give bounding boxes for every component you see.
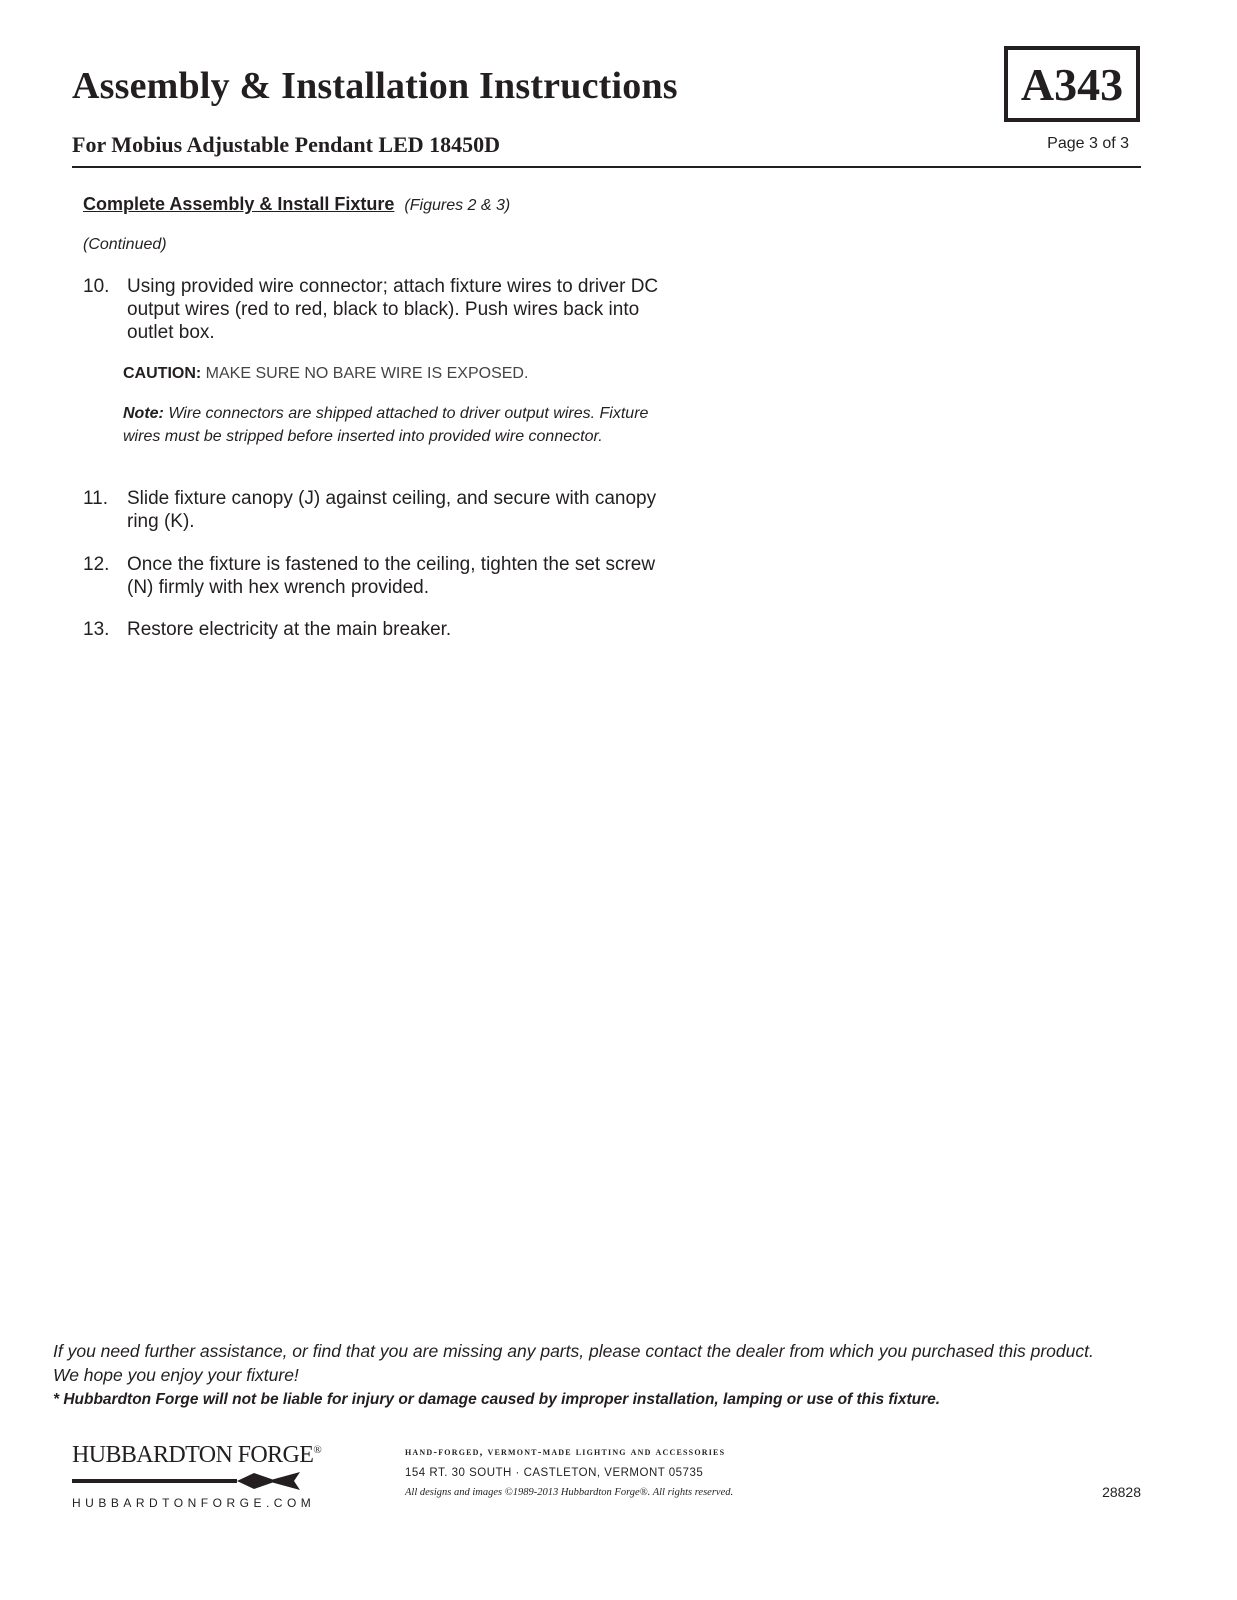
step-text: Slide fixture canopy (J) against ceiling, and secure with canopy ring (K). [127,488,657,532]
step-text: Using provided wire connector; attach fixture wires to driver DC output wires (red to red, black to black). Push wires back into outlet box. [127,276,659,343]
document-subtitle: For Mobius Adjustable Pendant LED 18450D [72,132,501,157]
liability-disclaimer: * Hubbardton Forge will not be liable for injury or damage caused by improper installation, lamping or use of this fixture. [53,1391,941,1408]
step-text: Once the fixture is fastened to the ceiling, tighten the set screw (N) firmly with hex wrench provided. [127,554,656,598]
continued-label: (Continued) [83,236,167,253]
forged-bar-icon [72,1470,312,1492]
caution-text: MAKE SURE NO BARE WIRE IS EXPOSED. [205,365,529,382]
hubbardton-forge-logo [72,1442,322,1492]
assistance-message [53,1339,1183,1387]
header-divider [72,166,1141,168]
section-heading: Complete Assembly & Install Fixture [83,194,395,214]
step-item [83,275,663,344]
document-code: 28828 [1102,1484,1141,1500]
note-label: Note: [123,405,164,422]
website-link[interactable]: HUBBARDTONFORGE.COM [72,1496,316,1510]
step-item [83,553,663,599]
copyright-notice: All designs and images ©1989-2013 Hubbardton Forge®. All rights reserved. [405,1487,734,1498]
step-item [83,618,663,641]
step-number: 13. [83,619,110,640]
note-block [123,403,668,448]
company-tagline: hand-forged, vermont-made lighting and accessories [405,1446,726,1458]
assistance-line: If you need further assistance, or find that you are missing any parts, please contact the dealer from which you purchased this product. [53,1341,1094,1361]
note-text: Wire connectors are shipped attached to driver output wires. Fixture wires must be stripped before inserted into provided wire connector. [123,405,649,445]
section-heading-row [83,194,510,215]
company-address: 154 RT. 30 SOUTH · CASTLETON, VERMONT 05735 [405,1467,704,1479]
document-title: Assembly & Installation Instructions [72,65,678,107]
document-id-box: A343 [1004,46,1140,122]
logo-wordmark: HUBBARDTON FORGE® [72,1442,322,1468]
step-number: 12. [83,554,110,575]
assistance-line: We hope you enjoy your fixture! [53,1365,299,1385]
figure-reference: (Figures 2 & 3) [404,197,511,214]
caution-notice [123,365,528,383]
step-number: 11. [83,488,109,509]
step-text: Restore electricity at the main breaker. [127,619,452,640]
caution-label: CAUTION: [123,365,202,382]
step-number: 10. [83,276,110,297]
page-number: Page 3 of 3 [1047,135,1129,152]
step-item [83,487,663,533]
